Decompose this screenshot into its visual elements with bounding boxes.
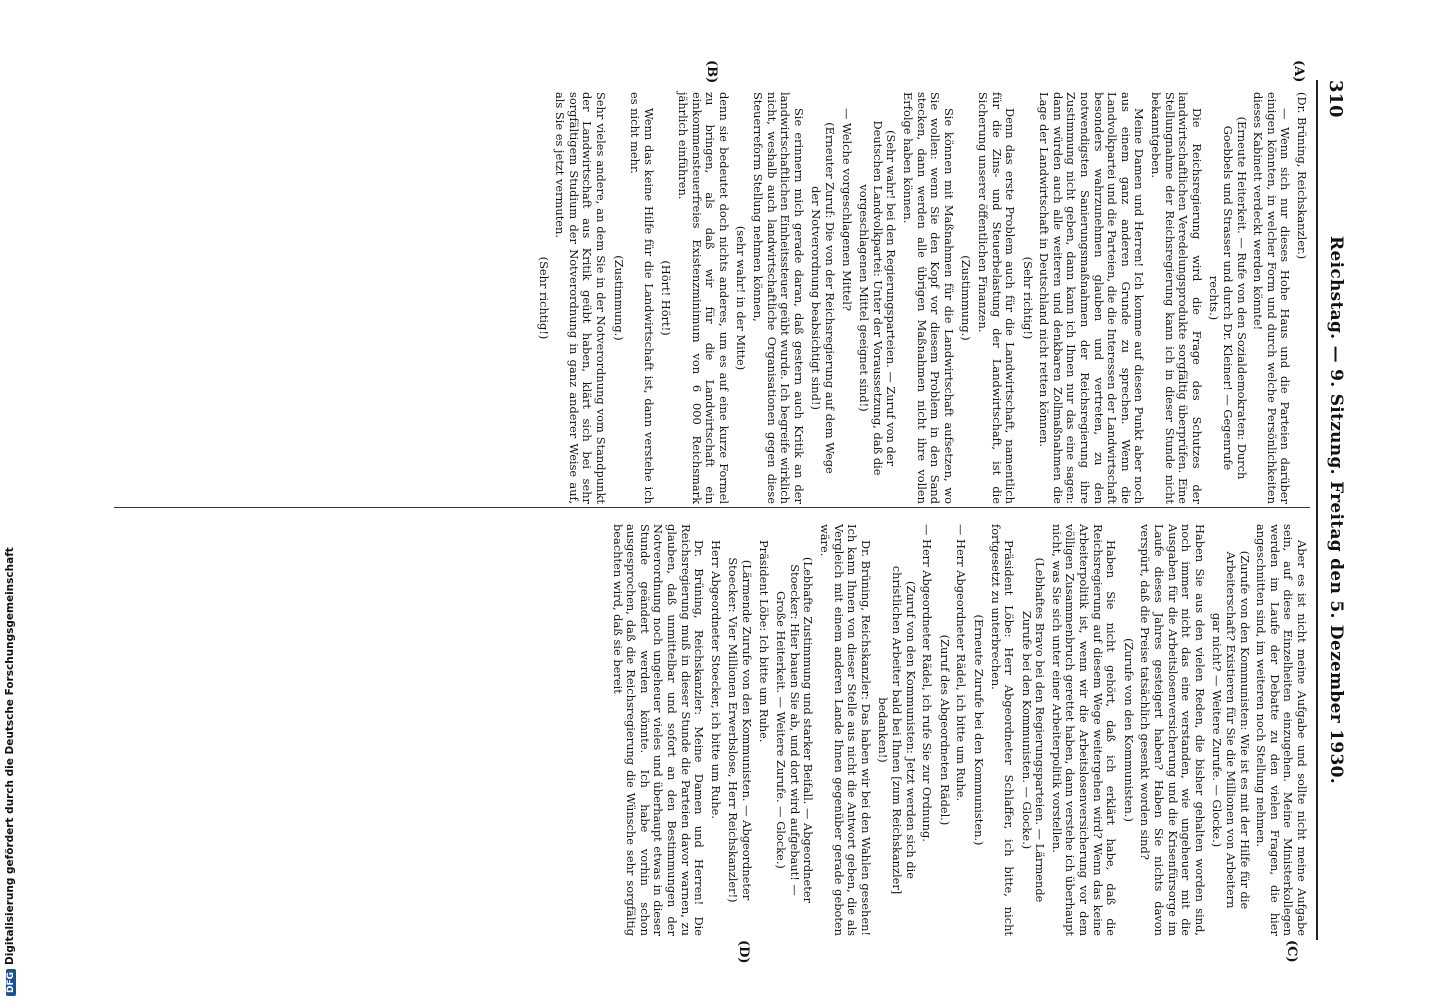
stage-direction: (Erneuter Zuruf: Die von der Reichsregierung auf dem Wege der Notverordnung beabsichtigt sind!) <box>809 122 837 474</box>
right-column <box>607 524 1308 936</box>
dfg-logo: DFG <box>6 969 16 996</box>
speech-paragraph: denn sie bedeutet doch nichts anderes, um es auf eine kurze Formel zu bringen, als daß wir für die Landwirtschaft ein einkommensteuerfreies Existenzminimum von 6 000 Reichsmark jährlich einführen. <box>676 92 731 504</box>
stage-direction: (Hört! Hört!) <box>659 260 674 336</box>
speech-paragraph: Aber es ist nicht meine Aufgabe und sollte nicht meine Aufgabe sein, auf diese Einzelheiten einzugehen. Meine Ministerkollegen werden im Laufe der Debatte zu den vielen Fragen, die hier angeschnitten sind, im weiteren noch Stellung nehmen. <box>1254 524 1309 936</box>
digitization-credit <box>4 547 16 996</box>
page-number: 310 <box>1325 80 1346 118</box>
stage-direction: (Lebhafte Zustimmung und starker Beifall. — Abgeordneter Stoecker: Hier bauen Sie ab, und dort wird aufgebaut! — Große Heiterkeit. — Weitere Zurufe. — Glocke.) <box>774 556 816 904</box>
stage-direction: (Zuruf von den Kommunisten: Jetzt werden sich die christlichen Arbeiter bald bei Ihnen [zum Reichskanzler] bedanken!) <box>876 565 918 895</box>
speech-paragraph: Denn das erste Problem auch für die Landwirtschaft, namentlich für die Zins- und Steuerbelastung der Landwirtschaft, ist die Sicherung unserer öffentlichen Finanzen. <box>975 92 1018 504</box>
speech-paragraph: Präsident Löbe: Herr Abgeordneter Schlaffer, ich bitte, nicht fortgesetzt zu unterbrechen. <box>988 524 1017 936</box>
speech-paragraph: (Dr. Brüning, Reichskanzler.) <box>1295 92 1309 260</box>
stage-direction: (Zustimmung.) <box>959 255 974 341</box>
speech-paragraph: Wenn das keine Hilfe für die Landwirtschaft ist, dann verstehe ich es nicht mehr. <box>628 92 656 504</box>
margin-letter-a: (A) <box>1291 60 1306 83</box>
speech-paragraph: Sehr vieles andere, an dem Sie in der Notverordnung vom Standpunkt der Landwirtschaft aus Kritik geübt haben, klärt sich bei sehr sorgfältigem Studium der Notverordnung in ganz anderer Weise auf, als Sie es jetzt vermuten. <box>553 92 609 504</box>
stage-direction: (Zustimmung.) <box>611 255 626 341</box>
speech-paragraph: Präsident Löbe: Ich bitte um Ruhe. <box>756 540 771 743</box>
speech-paragraph: Meine Damen und Herren! Ich komme auf diesen Punkt aber noch aus einem ganz anderen Grunde zu sprechen. Wenn die Landvolkpartei und die Parteien, die die Interessen der Landwirtschaft besonders wahrzunehmen glauben und vertreten, zu den notwendigsten Sanierungsmaßnahmen der Reichsregierung ihre Zustimmung nicht geben, dann kann ich Ihnen nur das eine sagen: dann würden auch alle weiteren und denkbaren Zollmaßnahmen die Lage der Landwirtschaft in Deutschland nicht retten können. <box>1037 92 1147 504</box>
left-column <box>532 92 1308 504</box>
stage-direction: (Sehr richtig!) <box>536 256 551 340</box>
page-header <box>1322 80 1346 940</box>
stage-direction: (Lärmende Zurufe von den Kommunisten. — Abgeordneter Stoecker: Vier Millionen Erwerbslose, Herr Reichskanzler!) <box>726 557 755 903</box>
speech-paragraph: — Wenn sich nur dieses Hohe Haus und die Parteien darüber einigen könnten, in welcher Form und durch welche Persönlichkeiten dieses Kabinett verdeckt werden könnte! <box>1251 92 1293 504</box>
stage-direction: (Sehr wahr! bei den Regierungsparteien. — Zuruf von der Deutschen Landvolkpartei: Unter der Voraussetzung, daß die vorgeschlagenen Mittel geeignet sind!) <box>857 120 899 476</box>
speech-paragraph: — Welche vorgeschlagenen Mittel? <box>839 108 854 312</box>
credit-text: Digitalisierung gefördert durch die Deutsche Forschungsgemeinschaft <box>4 547 16 965</box>
running-head: Reichstag. — 9. Sitzung. Freitag den 5. Dezember 1930. <box>1326 236 1346 784</box>
stage-direction: (Zurufe von den Kommunisten: Wie ist es mit der Hilfe für die Arbeiterschaft? Existieren für Sie die Millionen von Arbeitern gar nicht? — Weitere Zurufe. — Glocke.) <box>1210 550 1252 910</box>
speech-paragraph: Dr. Brüning, Reichskanzler: Das haben wir bei den Wahlen gesehen! Ich kann Ihnen von dieser Stelle aus nicht die Antwort geben, die als Vergleich mit einem anderen Lande Ihnen gegenüber gerade geboten wäre. <box>818 524 873 936</box>
speech-paragraph: Haben Sie nicht gehört, daß ich erklärt habe, daß die Reichsregierung auf diesem Wege weitergehen wird? Wenn das keine Arbeiterpolitik ist, wenn wir die Arbeitslosenversicherung vor dem völligen Zusammenbruch gerettet haben, dann verstehe ich überhaupt nicht, was Sie sich unter einer Arbeiterpolitik vorstellen. <box>1049 524 1119 936</box>
column-divider <box>114 507 1310 508</box>
speech-paragraph: Herr Abgeordneter Stoecker, ich bitte um Ruhe. <box>708 540 723 820</box>
speech-paragraph: Sie erinnern mich gerade daran, daß gestern auch Kritik an der landwirtschaftlichen Einheitssteuer geübt wurde. Ich begreife wirklich nicht, weshalb auch landwirtschaftliche Organisationen gegen diese Steuerreform Stellung nehmen können, <box>751 92 806 504</box>
speech-paragraph: — Herr Abgeordneter Rädel, ich bitte um Ruhe. <box>954 524 969 802</box>
stage-direction: (Lebhaftes Bravo bei den Regierungsparteien. — Lärmende Zurufe bei den Kommunisten. — Glocke.) <box>1019 557 1048 903</box>
margin-letter-d: (D) <box>736 940 751 964</box>
stage-direction: (Erneute Heiterkeit. — Rufe von den Sozialdemokraten: Durch Goebbels und Strasser und durch Dr. Kleiner! — Gegenrufe rechts.) <box>1207 116 1249 480</box>
speech-paragraph: Haben Sie aus den vielen Reden, die bisher gehalten worden sind, noch immer nicht das eine verstanden, wie ungeheuer mit die Ausgaben für die Arbeitslosenversicherung und die Krisenfürsorge im Laufe dieses Jahres gesteigert haben? Haben Sie nichts davon verspürt, daß die Preise tatsächlich gesenkt worden sind? <box>1138 524 1207 936</box>
stage-direction: (Sehr richtig!) <box>1020 256 1035 340</box>
margin-letter-b: (B) <box>704 60 719 84</box>
stage-direction: (Zurufe von den Kommunisten.) <box>1121 638 1136 822</box>
speech-paragraph: Die Reichsregierung wird die Frage des Schutzes der landwirtschaftlichen Veredelungsprodukte sorgfältig überprüfen. Eine Stellungnahme der Reichsregierung kann ich in dieser Stunde nicht bekanntgeben. <box>1149 92 1204 504</box>
speech-paragraph: — Herr Abgeordneter Rädel, ich rufe Sie zur Ordnung. <box>920 524 935 842</box>
stage-direction: (sehr wahr! in der Mitte) <box>734 225 749 371</box>
speech-paragraph: Sie können mit Maßnahmen für die Landwirtschaft aufsetzen, wo Sie wollen: wenn Sie den Kopf vor diesem Problem in den Sand stecken, dann werden alle übrigen Maßnahmen nicht ihre vollen Erfolge haben können. <box>900 92 956 504</box>
speech-paragraph: Dr. Brüning, Reichskanzler: Meine Damen und Herren! Die Reichsregierung muß in dieser Stunde die Parteien davor warnen, zu glauben, daß unmittelbar und sofort an den Bestimmungen der Notverordnung noch ungeheuer vieles und überhaupt etwas in dieser Stunde geändert werden könnte. Ich habe vorhin schon ausgesprochen, daß die Reichsregierung die Wünsche sehr sorgfältig beachten wird, daß sie bereit <box>610 524 707 936</box>
margin-letter-c: (C) <box>1284 940 1299 963</box>
header-rule <box>1316 80 1318 940</box>
stage-direction: (Erneute Zurufe bei den Kommunisten.) <box>971 614 986 846</box>
stage-direction: (Zuruf des Abgeordneten Rädel.) <box>937 634 952 826</box>
